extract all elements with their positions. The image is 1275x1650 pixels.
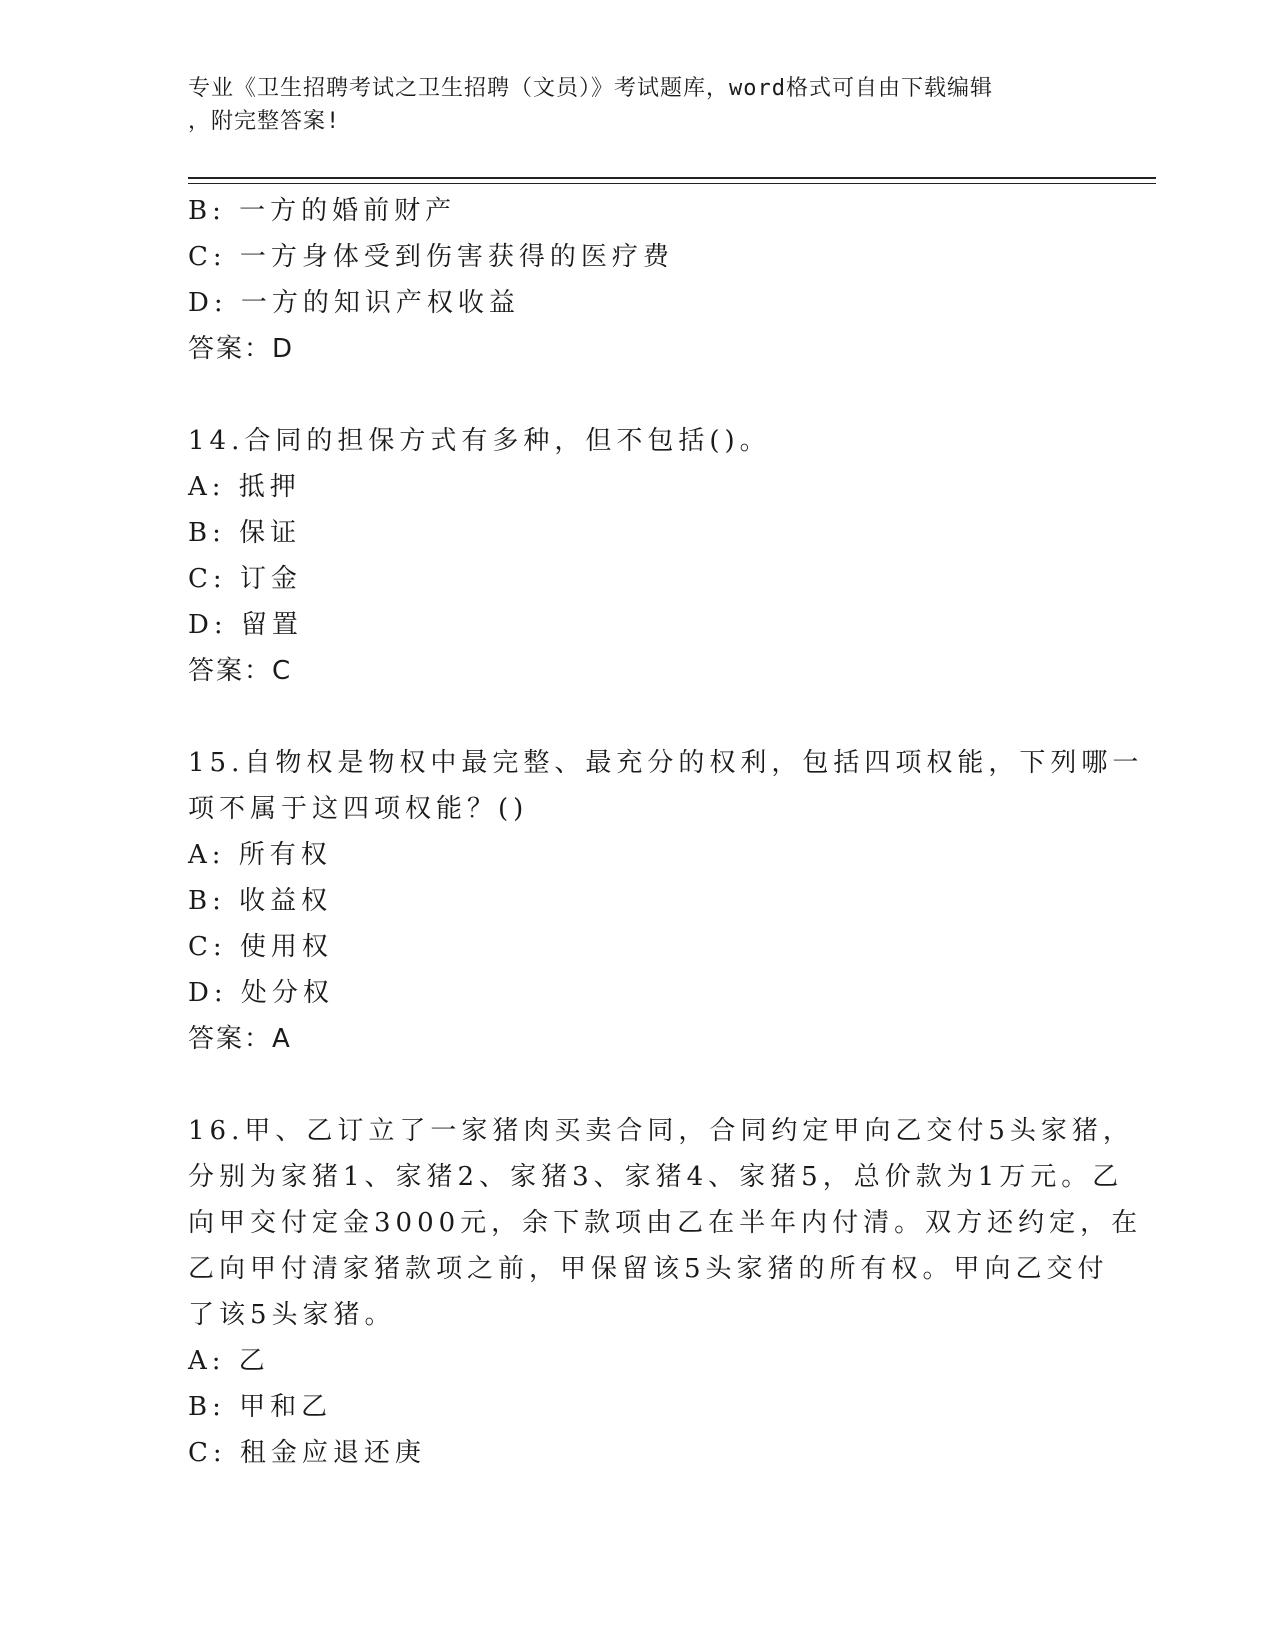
q14-option-a: A: 抵押 xyxy=(188,472,301,502)
q15-option-d: D: 处分权 xyxy=(188,978,334,1008)
q16-option-a: A: 乙 xyxy=(188,1346,270,1376)
header-rule-thick xyxy=(188,177,1156,179)
q16-question-line-4: 乙向甲付清家猪款项之前，甲保留该5头家猪的所有权。甲向乙交付 xyxy=(188,1254,1109,1284)
q15-answer: 答案：A xyxy=(188,1024,292,1054)
q16-question-line-5: 了该5头家猪。 xyxy=(188,1300,396,1330)
question-14 xyxy=(188,418,1088,694)
page-header xyxy=(188,72,1088,138)
q15-option-a: A: 所有权 xyxy=(188,840,332,870)
q15-question-line-2: 项不属于这四项权能？() xyxy=(188,794,529,824)
spacer xyxy=(188,372,1088,418)
q13-option-d: D: 一方的知识产权收益 xyxy=(188,288,520,318)
spacer xyxy=(188,694,1088,740)
question-16 xyxy=(188,1108,1143,1476)
header-line-2: ，附完整答案! xyxy=(188,109,341,134)
q16-question-line-1: 16.甲、乙订立了一家猪肉买卖合同，合同约定甲向乙交付5头家猪， xyxy=(188,1116,1134,1146)
q15-option-c: C: 使用权 xyxy=(188,932,333,962)
header-rule-thin xyxy=(188,183,1156,184)
question-13-tail xyxy=(188,188,1088,372)
q14-option-d: D: 留置 xyxy=(188,610,303,640)
q13-option-c: C: 一方身体受到伤害获得的医疗费 xyxy=(188,242,674,272)
spacer xyxy=(188,1062,1088,1108)
question-15 xyxy=(188,740,1144,1062)
q13-answer: 答案：D xyxy=(188,334,295,364)
header-line-1: 专业《卫生招聘考试之卫生招聘（文员）》考试题库，word格式可自由下载编辑 xyxy=(188,76,993,101)
q16-question-line-2: 分别为家猪1、家猪2、家猪3、家猪4、家猪5，总价款为1万元。乙 xyxy=(188,1162,1124,1192)
question-content xyxy=(188,188,1144,1476)
q16-question-line-3: 向甲交付定金3000元，余下款项由乙在半年内付清。双方还约定，在 xyxy=(188,1208,1143,1238)
q15-option-b: B: 收益权 xyxy=(188,886,333,916)
q14-option-b: B: 保证 xyxy=(188,518,302,548)
q14-option-c: C: 订金 xyxy=(188,564,302,594)
q15-question-line-1: 15.自物权是物权中最完整、最充分的权利，包括四项权能，下列哪一 xyxy=(188,748,1144,778)
q16-option-b: B: 甲和乙 xyxy=(188,1392,333,1422)
q13-option-b: B: 一方的婚前财产 xyxy=(188,196,457,226)
q14-answer: 答案：C xyxy=(188,656,293,686)
q14-question: 14.合同的担保方式有多种，但不包括()。 xyxy=(188,426,771,456)
q16-option-c: C: 租金应退还庚 xyxy=(188,1438,426,1468)
